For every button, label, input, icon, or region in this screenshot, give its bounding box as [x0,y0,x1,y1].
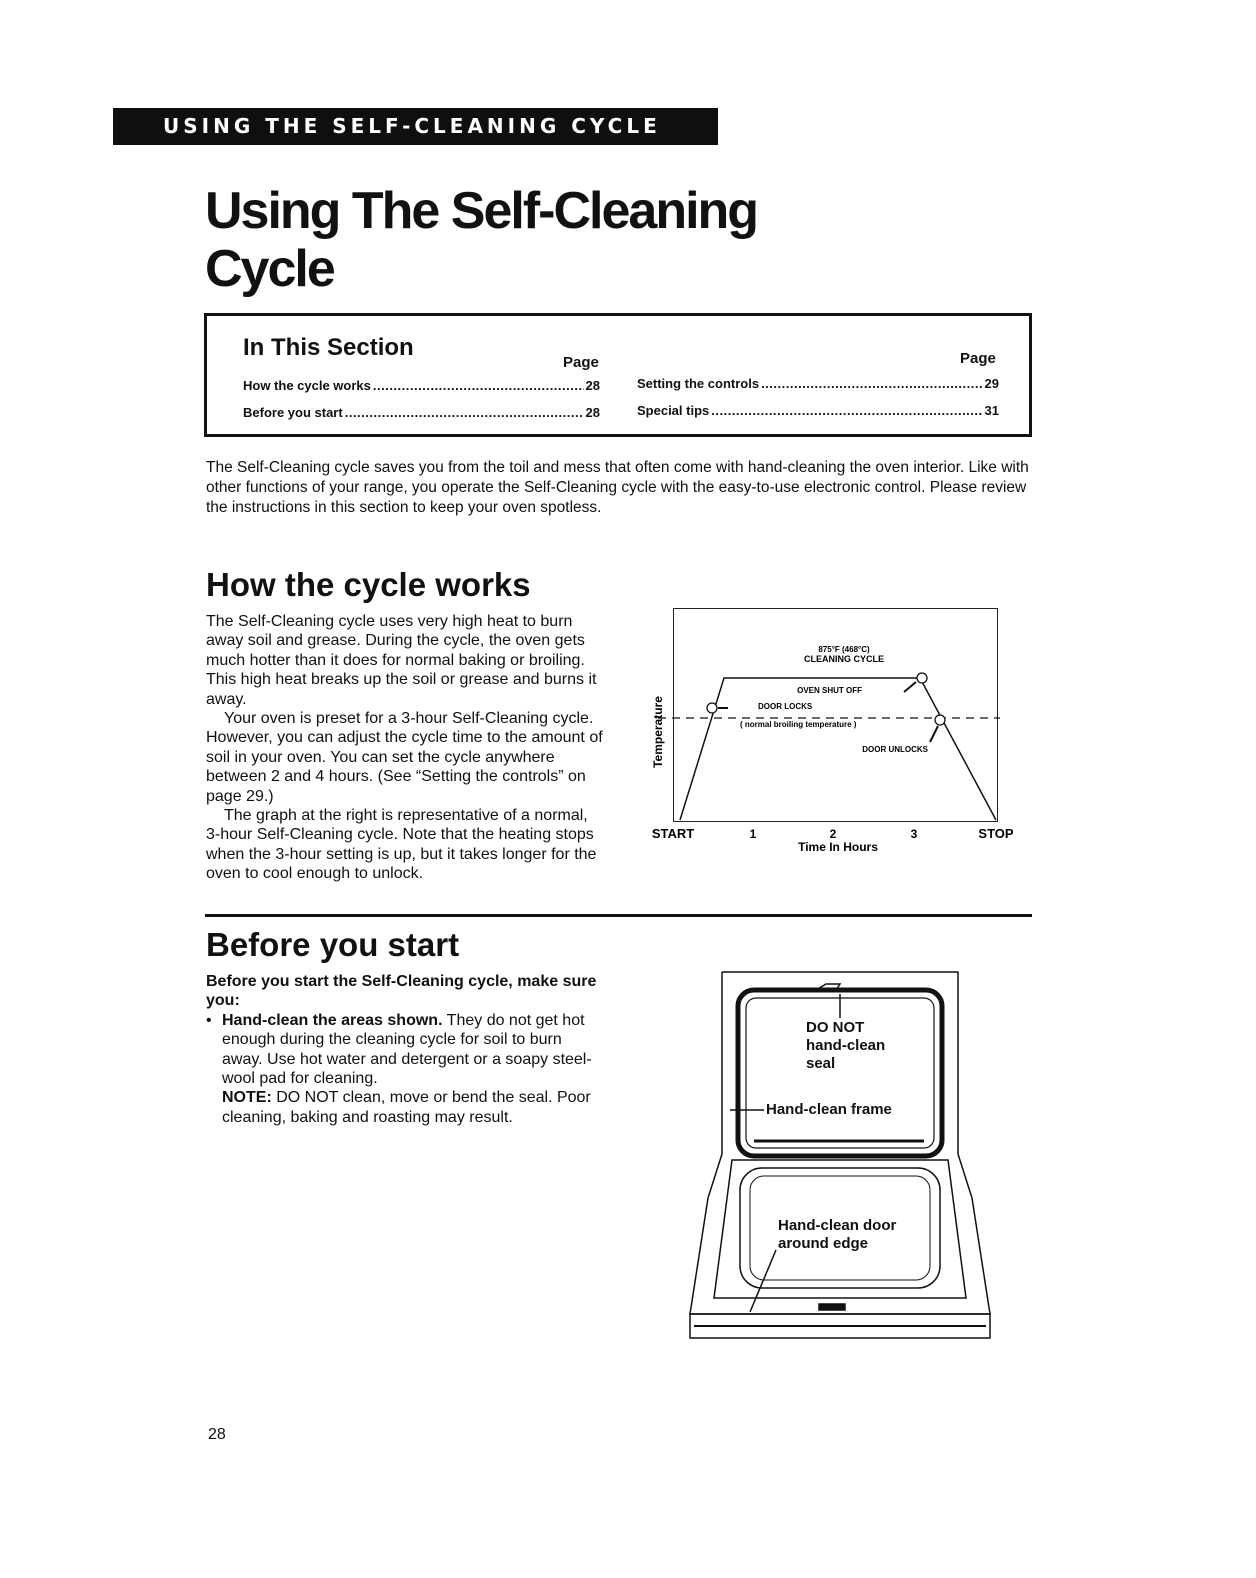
series-line [680,678,996,820]
door-callout-line-2: around edge [778,1235,869,1252]
toc-entry[interactable] [243,405,600,420]
x-tick-start: START [651,826,695,841]
door-locks-label: DOOR LOCKS [758,702,813,711]
door-unlocks-arrow [930,726,938,742]
before-lead: Before you start the Self-Cleaning cycle, make sure you: [206,973,597,1010]
intro-paragraph: The Self-Cleaning cycle saves you from the toil and mess that often come with hand-cleaning the oven interior. Like with other functions of your range, you operate the Self-Cleaning cycle with the easy-to-use electronic control. Please review the instructions in this section to keep your oven spotless. [206,459,1029,516]
x-tick-3: 3 [910,827,918,841]
in-this-section-box [204,313,1032,437]
x-tick-stop: STOP [978,826,1014,841]
note-text: DO NOT clean, move or bend the seal. Poor cleaning, baking and roasting may result. [222,1089,591,1126]
x-tick-2: 2 [829,827,837,841]
toc-entry[interactable] [243,378,600,393]
toc-page-label-right: Page [960,350,996,367]
x-tick-1: 1 [749,827,757,841]
page-title-line-2: Cycle [205,240,334,298]
list-item [206,1011,606,1127]
bullet-bold-text: Hand-clean the areas shown. [222,1011,443,1029]
x-axis-label: Time In Hours [798,840,878,854]
door-leader-line [750,1250,776,1312]
seal-callout-line-2: hand-clean [806,1037,886,1054]
how-paragraph-1: The Self-Cleaning cycle uses very high heat to burn away soil and grease. During the cycle, the oven gets much hotter than it does for normal baking or broiling. This high heat breaks up the soil or grease and burns it away. [206,613,597,708]
seal-callout [806,1019,885,1073]
door-locks-marker [707,703,717,713]
seal-callout-line-3: seal [806,1055,836,1072]
page-number: 28 [208,1426,226,1443]
how-paragraph-2: Your oven is preset for a 3-hour Self-Cleaning cycle. However, you can adjust the cycle time to the amount of soil in your oven. You can set the cycle anywhere between 2 and 4 hours. (See “Setting the controls” on page 29.) [206,710,603,805]
toc-entry-label: Setting the controls [637,376,760,391]
toc-entry-page: 28 [585,378,600,393]
toc-entry-page: 29 [984,376,999,391]
before-you-start-text [206,972,606,1127]
oven-shut-off-arrow [904,682,916,692]
page-title-line-1: Using The Self-Cleaning [205,182,758,240]
cycle-temperature-chart [640,600,1030,860]
y-axis-label: Temperature [651,696,665,768]
door-handle [819,1304,845,1310]
oven-shut-off-label: OVEN SHUT OFF [797,686,862,695]
toc-page-label-left: Page [563,354,599,371]
normal-broiling-label: ( normal broiling temperature ) [740,720,857,729]
before-you-start-heading: Before you start [206,926,460,963]
toc-entry-page: 28 [585,405,600,420]
toc-entry-label: How the cycle works [243,378,371,393]
oven-shut-off-marker [917,673,927,683]
toc-heading: In This Section [243,334,414,361]
door-unlocks-label: DOOR UNLOCKS [862,745,928,754]
door-callout [778,1217,896,1253]
section-divider [205,914,1032,917]
toc-entry[interactable] [637,403,999,418]
toc-leader-dots [345,405,584,420]
frame-callout: Hand-clean frame [766,1101,892,1118]
door-callout-line-1: Hand-clean door [778,1217,897,1234]
bullet-text: They do not get hot enough during the cleaning cycle for soil to burn away. Use hot water and detergent or a soapy steel-wool pad for cleaning. [222,1011,592,1088]
peak-annotation-1: 875°F (468°C) [818,645,870,654]
toc-leader-dots [373,378,584,393]
toc-entry-label: Special tips [637,403,710,418]
toc-entry-page: 31 [984,403,999,418]
section-header-bar [113,108,718,145]
section-header-text: USING THE SELF-CLEANING CYCLE [163,114,661,138]
toc-leader-dots [711,403,982,418]
how-cycle-works-heading: How the cycle works [206,566,531,603]
note-label: NOTE: [222,1089,272,1107]
peak-annotation-2: CLEANING CYCLE [803,654,885,664]
page-title [205,182,965,298]
door-unlocks-marker [935,715,945,725]
toc-entry-label: Before you start [243,405,343,420]
toc-leader-dots [761,376,982,391]
bullet: • [206,1011,212,1029]
seal-callout-line-1: DO NOT [806,1019,865,1036]
how-paragraph-3: The graph at the right is representative of a normal, 3-hour Self-Cleaning cycle. Note that the heating stops when the 3-hour setting is up, but it takes longer for the oven to cool enough to unlock. [206,807,597,883]
how-cycle-works-text [206,612,606,884]
toc-entry[interactable] [637,376,999,391]
